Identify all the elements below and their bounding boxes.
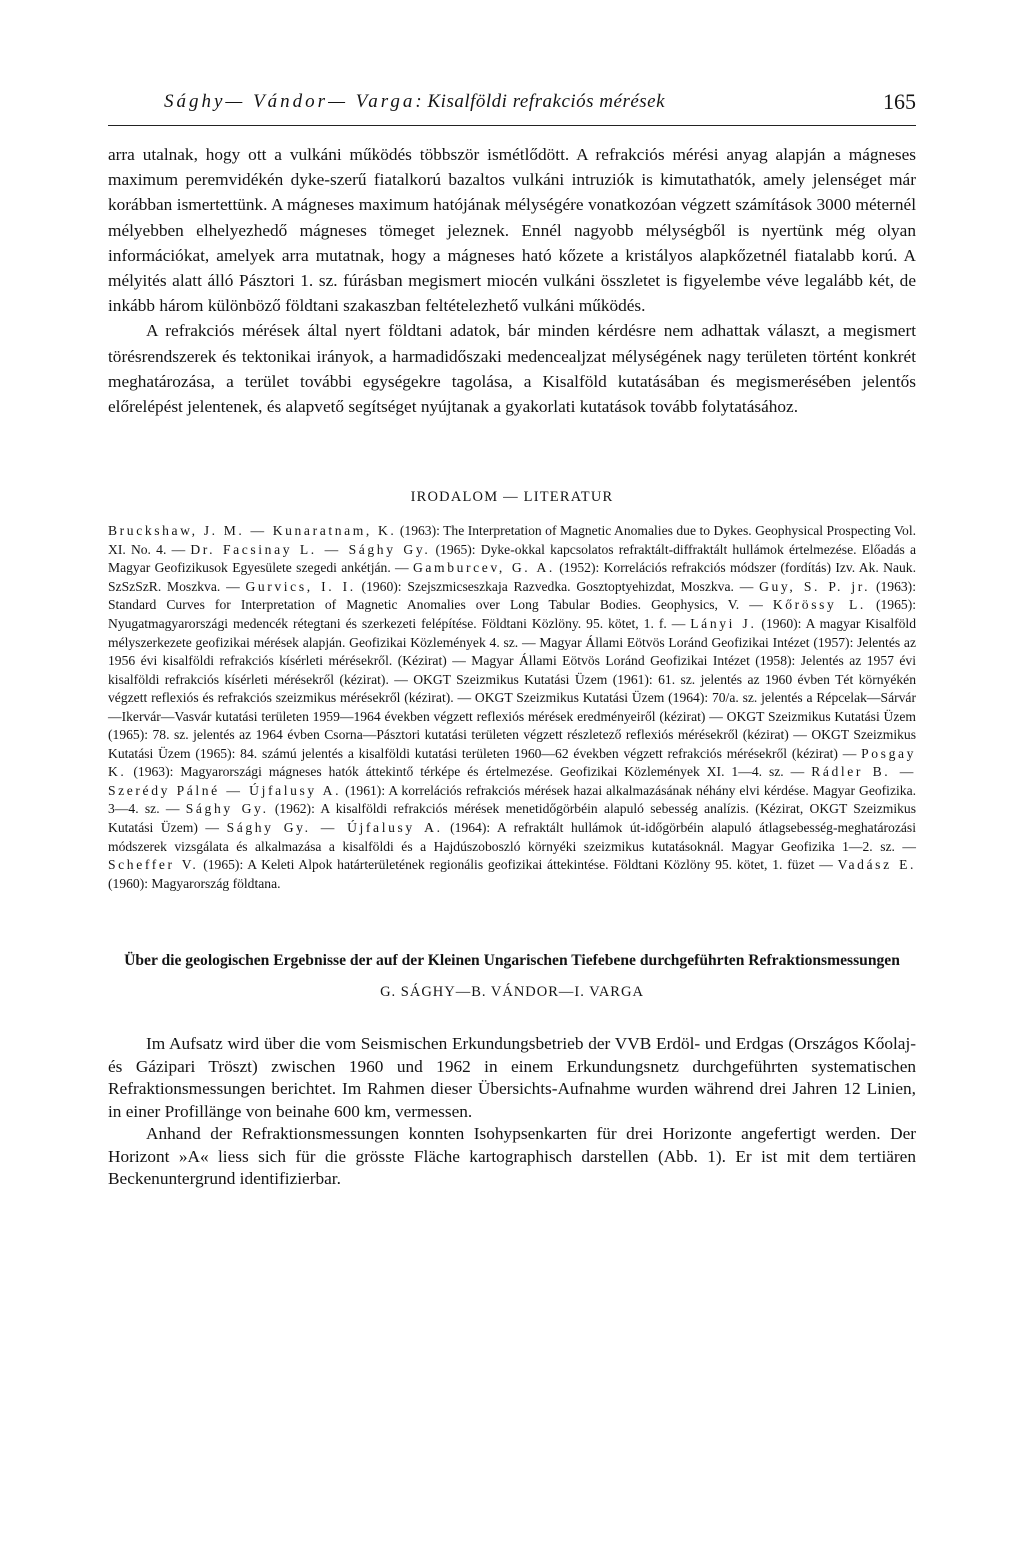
- running-authors: Sághy— Vándor— Varga: [164, 91, 416, 112]
- reference-text: (1965): A Keleti Alpok határterületének regionális geofizikai áttekintése. Földtani Közlöny 95. kötet, 1. füzet —: [198, 857, 838, 873]
- reference-author: Kőrössy L.: [772, 597, 866, 613]
- reference-author: Guy, S. P. jr.: [759, 578, 871, 594]
- reference-text: (1965): Nyugatmagyarországi medencék rétegtani és szerkezeti felépítése. Földtani Közlöny. 95. kötet, 1. f. —: [108, 597, 917, 631]
- reference-author: Lányi J.: [690, 615, 757, 631]
- reference-text: (1962): A kisalföldi refrakciós mérések menetidőgörbéin alapuló sebesség analízis. (Kézirat, OKGT Szeizmikus Kutatási Üzem) —: [108, 801, 916, 835]
- reference-author: Sághy Gy.: [185, 801, 269, 817]
- paragraph: arra utalnak, hogy ott a vulkáni működés többször ismétlődött. A refrakciós mérési anyag alapján a mágneses maximum peremvidékén dyke-szerű fiatalkorú bazaltos vulkáni intruziók is kimutathatók, amely jelenséget már korábban ismertettünk. A mágneses maximum hatójának mélységére vonatkozóan végzett számítások 3000 méternél mélyebben elhelyezhedő mágneses tömeget jeleznek. Ennél nagyobb mélységből is nyertünk még olyan információkat, amelyek arra mutatnak, hogy a mágneses ható kőzete a kristályos alapkőzetnél fiatalabb korú. A mélyités alatt álló Pásztori 1. sz. fúrásban megismert miocén vulkáni összletet is figyelembe véve legalább két, de inkább három különböző földtani szakaszban feltételezhető vulkáni működés.: [108, 145, 916, 316]
- main-text: [108, 142, 916, 419]
- reference-text: (1963): Magyarországi mágneses hatók áttekintő térképe és értelmezése. Geofizikai Közlemények XI. 1—4. sz. —: [126, 764, 812, 780]
- reference-author: Gurvics, I. I.: [245, 578, 356, 594]
- page: [108, 85, 916, 1191]
- abstract-authors: G. SÁGHY—B. VÁNDOR—I. VARGA: [380, 984, 644, 1001]
- reference-text: (1963): The Interpretation of Magnetic Anomalies due to Dykes. Geophysical Prospecting Vol. XI. No. 4. —: [108, 523, 916, 557]
- reference-text: (1965): Dyke-okkal kapcsolatos refraktált-diffraktált hullámok értelmezése. Előadás a Magyar Geofizikusok Egyesülete szegedi ankétján. —: [108, 541, 917, 576]
- reference-author: Dr. Facsinay L. — Sághy Gy.: [190, 541, 431, 557]
- reference-author: Rádler B. — Szerédy Pálné — Újfalusy A.: [108, 764, 916, 798]
- running-title: Sághy— Vándor— Varga: Kisalföldi refrakciós mérések: [164, 91, 666, 112]
- reference-author: Posgay K.: [108, 745, 916, 780]
- reference-text: (1961): A korrelációs refrakciós mérések hazai alkalmazásának néhány elvi kérdése. Magyar Geofizika. 3—4. sz. —: [108, 782, 916, 817]
- reference-author: Scheffer V.: [108, 857, 199, 873]
- reference-text: (1963): Standard Curves for Interpretation of Magnetic Anomalies over Long Tabular Bodies. Geophysics, V. —: [108, 578, 916, 613]
- reference-author: Sághy Gy. — Újfalusy A.: [226, 819, 443, 835]
- running-article-title: Kisalföldi refrakciós mérések: [427, 91, 666, 112]
- page-number: 165: [883, 89, 916, 114]
- abstract-title: Über die geologischen Ergebnisse der auf der Kleinen Ungarischen Tiefebene durchgeführten Refraktionsmessungen: [124, 952, 900, 970]
- reference-author: Vadász E.: [837, 857, 917, 873]
- reference-text: (1960): A magyar Kisalföld mélyszerkezete geofizikai mérések alapján. Geofizikai Közlemények 4. sz. — Magyar Állami Eötvös Loránd Geofizikai Intézet (1957): Jelentés az 1956 évi kisalföldi refrakciós kísérleti mérésekről. (Kézirat) — Magyar Állami Eötvös Loránd Geofizikai Intézet (1958): Jelentés az 1957 évi kisalföldi refrakciós kísérleti mérésekről (kézirat). — OKGT Szeizmikus Kutatási Üzem (1961): 61. sz. jelentés az 1960 évben Tét környékén végzett reflexiós és refrakciós szeizmikus mérésekről (kézirat). — OKGT Szeizmikus Kutatási Üzem (1964): 70/a. sz. jelentés a Répcelak—Sárvár—Ikervár—Vasvár kutatási területen 1959—1964 években végzett reflexiós mérések eredményeiről (kézirat) — OKGT Szeizmikus Kutatási Üzem (1965): 78. sz. jelentés az 1964 évben Csorna—Pásztori kutatási területen végzett részletező reflexiós mérésekről (kézirat) — OKGT Szeizmikus Kutatási Üzem (1965): 84. számú jelentés a kisalföldi kutatási területen 1960—62 években végzett refrakciós mérésekről (kézirat) —: [108, 615, 916, 761]
- reference-text: (1960): Szejszmicseszkaja Razvedka. Gosztoptyehizdat, Moszkva. —: [355, 578, 760, 594]
- running-head: [108, 85, 916, 126]
- literature-heading: IRODALOM — LITERATUR: [410, 489, 614, 506]
- paragraph: A refrakciós mérések által nyert földtani adatok, bár minden kérdésre nem adhattak választ, a megismert törésrendszerek és tektonikai irányok, a harmadidőszaki medencealjzat mélységének nagy területen történt konkrét meghatározása, a terület további egységekre tagolása, a Kisalföld kutatásában és megismerésében jelentős előrelépést jelentenek, és alapvető segítséget nyújtanak a gyakorlati kutatások tovább folytatásához.: [108, 321, 916, 417]
- reference-list: [108, 522, 916, 893]
- reference-text: (1964): A refraktált hullámok út-időgörbéin alapuló átlagsebesség-meghatározási módszerek vizsgálata és alkalmazása a kisalföldi és a Hajdúszoboszló környéki szeizmikus kutatásoknál. Magyar Geofizika 1—2. sz. —: [108, 819, 916, 854]
- reference-text: (1960): Magyarország földtana.: [108, 875, 281, 891]
- abstract-paragraph: Im Aufsatz wird über die vom Seismischen Erkundungsbetrieb der VVB Erdöl- und Erdgas (Országos Kőolaj- és Gázipari Tröszt) zwischen 1960 und 1962 in einem Erkundungsnetz durchgeführten systematischen Refraktionsmessungen berichtet. Im Rahmen dieser Übersichts-Aufnahme wurden während drei Jahren 12 Linien, in einer Profillänge von beinahe 600 km, vermessen.: [108, 1034, 916, 1121]
- reference-author: Bruckshaw, J. M. — Kunaratnam, K.: [108, 523, 397, 539]
- reference-text: (1952): Korrelációs refrakciós módszer (fordítás) Izv. Ak. Nauk. SzSzSzR. Moszkva. —: [108, 560, 916, 594]
- reference-author: Gamburcev, G. A.: [413, 560, 555, 576]
- abstract-text: [108, 1033, 916, 1191]
- abstract-paragraph: Anhand der Refraktionsmessungen konnten Isohypsenkarten für drei Horizonte angefertigt werden. Der Horizont »A« liess sich für die grösste Fläche kartographisch darstellen (Abb. 1). Er ist mit dem tertiären Beckenuntergrund identifizierbar.: [108, 1124, 916, 1189]
